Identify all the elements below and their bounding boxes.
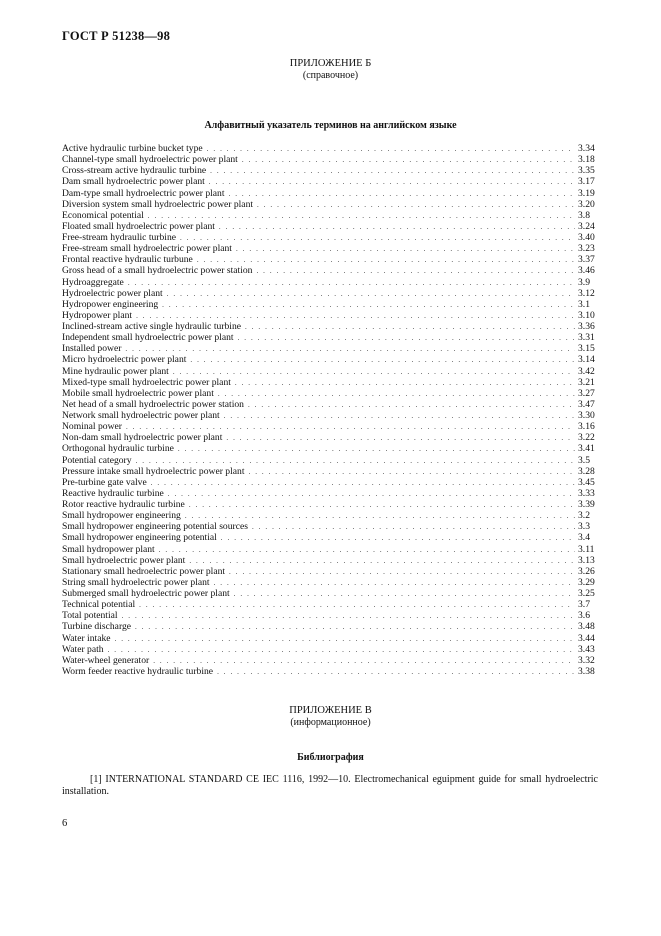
index-entry <box>62 644 598 655</box>
index-reference-number: 3.33 <box>578 487 595 499</box>
annex-v-status: (информационное) <box>290 717 371 728</box>
index-reference-number: 3.15 <box>578 343 595 355</box>
index-reference-number: 3.25 <box>578 588 595 599</box>
index-term: String small hydroelectric power plant <box>62 576 210 588</box>
index-entry <box>62 655 598 666</box>
index-entry <box>62 254 598 265</box>
index-term: Hydroelectric power plant <box>62 287 163 299</box>
bibliography-heading: Библиография <box>297 752 364 763</box>
dot-leader <box>248 400 575 411</box>
index-term: Mixed-type small hydroelectric power plant <box>62 376 231 388</box>
index-reference-number: 3.19 <box>578 187 595 199</box>
index-reference-number: 3.39 <box>578 499 595 510</box>
dot-leader <box>135 622 575 633</box>
dot-leader <box>218 389 575 400</box>
dot-leader <box>173 367 575 378</box>
dot-leader <box>229 567 575 578</box>
dot-leader <box>151 478 575 489</box>
dot-leader <box>197 255 575 266</box>
index-reference-number: 3.31 <box>578 332 595 344</box>
index-term: Independent small hydroelectric power plant <box>62 332 234 344</box>
index-term: Small hydropower engineering potential <box>62 532 217 544</box>
index-term: Potential category <box>62 454 132 466</box>
index-entry <box>62 544 598 555</box>
index-entry <box>62 154 598 165</box>
dot-leader <box>162 300 575 311</box>
dot-leader <box>238 333 575 344</box>
index-term: Net head of a small hydroelectric power station <box>62 398 244 410</box>
dot-leader <box>125 344 575 355</box>
index-entry <box>62 455 598 466</box>
index-term: Diversion system small hydroelectric power plant <box>62 198 254 210</box>
dot-leader <box>207 144 575 155</box>
dot-leader <box>189 500 575 511</box>
index-entry <box>62 477 598 488</box>
dot-leader <box>235 378 575 389</box>
index-term: Frontal reactive hydraulic turbune <box>62 254 193 266</box>
index-term: Nominal power <box>62 421 122 433</box>
index-reference-number: 3.29 <box>578 576 595 588</box>
index-term: Pressure intake small hydroelectric power plant <box>62 465 245 477</box>
index-term: Installed power <box>62 343 122 355</box>
dot-leader <box>242 155 575 166</box>
index-entry <box>62 443 598 454</box>
index-entry <box>62 421 598 432</box>
dot-leader <box>209 177 575 188</box>
index-term: Hydropower plant <box>62 309 133 321</box>
index-term: Submerged small hydroelectric power plant <box>62 588 230 599</box>
index-reference-number: 3.32 <box>578 654 595 666</box>
index-term: Turbine discharge <box>62 621 132 633</box>
dot-leader <box>139 600 575 611</box>
index-entry <box>62 399 598 410</box>
dot-leader <box>252 522 575 533</box>
index-entry <box>62 221 598 232</box>
index-term: Pre-turbine gate valve <box>62 476 147 488</box>
index-reference-number: 3.41 <box>578 443 595 455</box>
dot-leader <box>217 667 575 678</box>
index-reference-number: 3.17 <box>578 176 595 188</box>
annex-v-title-block <box>0 705 661 729</box>
index-reference-number: 3.37 <box>578 254 595 266</box>
index-entry <box>62 265 598 276</box>
index-entry <box>62 176 598 187</box>
index-reference-number: 3.7 <box>578 599 590 611</box>
index-reference-number: 3.3 <box>578 521 590 533</box>
index-term: Water intake <box>62 632 111 644</box>
document-code-header: ГОСТ Р 51238—98 <box>62 29 171 43</box>
dot-leader <box>159 545 575 556</box>
index-reference-number: 3.48 <box>578 621 595 633</box>
annex-b-status: (справочное) <box>302 70 359 81</box>
dot-leader <box>190 355 575 366</box>
dot-leader <box>257 200 575 211</box>
index-term: Active hydraulic turbine bucket type <box>62 143 203 154</box>
dot-leader <box>167 289 575 300</box>
index-entry <box>62 321 598 332</box>
index-reference-number: 3.9 <box>578 276 590 288</box>
index-entry <box>62 410 598 421</box>
index-term: Non-dam small hydroelectric power plant <box>62 432 223 444</box>
index-term: Mine hydraulic power plant <box>62 365 169 377</box>
index-term: Small hydropower engineering potential sources <box>62 521 248 533</box>
index-entry <box>62 354 598 365</box>
index-term: Economical potential <box>62 209 144 221</box>
index-entry <box>62 199 598 210</box>
index-entry <box>62 666 598 677</box>
index-reference-number: 3.36 <box>578 321 595 332</box>
index-reference-number: 3.21 <box>578 376 595 388</box>
dot-leader <box>229 189 575 200</box>
dot-leader <box>128 278 575 289</box>
index-reference-number: 3.24 <box>578 220 595 232</box>
index-reference-number: 3.28 <box>578 465 595 477</box>
index-term: Reactive hydraulic turbine <box>62 487 164 499</box>
index-reference-number: 3.30 <box>578 410 595 421</box>
index-term: Free-stream hydraulic turbine <box>62 232 177 243</box>
index-entry <box>62 432 598 443</box>
index-reference-number: 3.8 <box>578 209 590 221</box>
index-entry <box>62 488 598 499</box>
index-reference-number: 3.27 <box>578 387 595 399</box>
bibliography-reference: [1] INTERNATIONAL STANDARD CE IEC 1116, 1992—10. Electromechanical eguipment guide for small hydroelectric installation. <box>62 774 598 797</box>
index-reference-number: 3.14 <box>578 354 595 366</box>
dot-leader <box>226 433 575 444</box>
index-reference-number: 3.1 <box>578 298 590 310</box>
index-reference-number: 3.47 <box>578 398 595 410</box>
dot-leader <box>221 533 575 544</box>
dot-leader <box>245 322 575 333</box>
index-reference-number: 3.43 <box>578 643 595 655</box>
index-entry <box>62 188 598 199</box>
term-index-list <box>62 143 598 677</box>
dot-leader <box>180 233 575 244</box>
index-term: Hydropower engineering <box>62 298 159 310</box>
index-reference-number: 3.35 <box>578 165 595 177</box>
dot-leader <box>224 411 575 422</box>
index-term: Dam small hydroelectric power plant <box>62 176 205 188</box>
dot-leader <box>234 589 575 600</box>
index-term: Dam-type small hydroelectric power plant <box>62 187 225 199</box>
index-entry <box>62 521 598 532</box>
index-entry <box>62 466 598 477</box>
index-entry <box>62 310 598 321</box>
dot-leader <box>189 556 575 567</box>
index-term: Cross-stream active hydraulic turbine <box>62 165 207 177</box>
index-entry <box>62 343 598 354</box>
index-entry <box>62 510 598 521</box>
annex-b-title: ПРИЛОЖЕНИЕ Б <box>289 58 372 69</box>
index-term: Small hydroelectric power plant <box>62 554 186 566</box>
index-reference-number: 3.38 <box>578 665 595 677</box>
dot-leader <box>219 222 575 233</box>
index-reference-number: 3.40 <box>578 232 595 243</box>
index-term: Mobile small hydroelectric power plant <box>62 387 214 399</box>
index-entry <box>62 299 598 310</box>
dot-leader <box>153 656 575 667</box>
index-entry <box>62 288 598 299</box>
index-entry <box>62 377 598 388</box>
index-entry <box>62 532 598 543</box>
index-entry <box>62 621 598 632</box>
index-entry <box>62 566 598 577</box>
index-reference-number: 3.13 <box>578 554 595 566</box>
index-entry <box>62 633 598 644</box>
index-term: Hydroaggregate <box>62 276 124 288</box>
index-term: Network small hydroelectric power plant <box>62 410 220 421</box>
index-reference-number: 3.12 <box>578 287 595 299</box>
index-reference-number: 3.22 <box>578 432 595 444</box>
index-reference-number: 3.46 <box>578 265 595 277</box>
index-entry <box>62 332 598 343</box>
index-term: Total potential <box>62 610 118 622</box>
dot-leader <box>256 266 575 277</box>
index-entry <box>62 599 598 610</box>
index-entry <box>62 577 598 588</box>
dot-leader <box>122 611 575 622</box>
index-reference-number: 3.6 <box>578 610 590 622</box>
index-term: Stationary small hedroelectric power plant <box>62 565 226 577</box>
index-term: Technical potential <box>62 599 136 611</box>
index-term: Gross head of a small hydroelectric power station <box>62 265 253 277</box>
dot-leader <box>214 578 575 589</box>
dot-leader <box>115 634 575 645</box>
index-reference-number: 3.45 <box>578 476 595 488</box>
index-term: Water path <box>62 643 104 655</box>
index-reference-number: 3.44 <box>578 632 595 644</box>
index-reference-number: 3.4 <box>578 532 590 544</box>
english-index-heading: Алфавитный указатель терминов на английском языке <box>204 120 457 131</box>
dot-leader <box>210 166 575 177</box>
index-entry <box>62 210 598 221</box>
index-term: Water-wheel generator <box>62 654 150 666</box>
index-entry <box>62 366 598 377</box>
dot-leader <box>249 467 576 478</box>
index-term: Inclined-stream active single hydraulic turbine <box>62 321 242 332</box>
dot-leader <box>236 244 575 255</box>
dot-leader <box>168 489 575 500</box>
index-entry <box>62 499 598 510</box>
index-term: Free-stream small hydroelectric power plant <box>62 243 232 255</box>
index-reference-number: 3.16 <box>578 421 595 433</box>
index-term: Channel-type small hydroelectric power plant <box>62 154 238 166</box>
index-entry <box>62 232 598 243</box>
index-entry <box>62 588 598 599</box>
index-entry <box>62 388 598 399</box>
annex-b-title-block <box>0 58 661 82</box>
index-term: Small hydropower plant <box>62 543 155 555</box>
index-term: Orthogonal hydraulic turbine <box>62 443 174 455</box>
index-reference-number: 3.20 <box>578 198 595 210</box>
index-reference-number: 3.11 <box>578 543 595 555</box>
index-term: Micro hydroelectric power plant <box>62 354 187 366</box>
index-term: Worm feeder reactive hydraulic turbine <box>62 665 214 677</box>
dot-leader <box>178 444 575 455</box>
index-reference-number: 3.26 <box>578 565 595 577</box>
index-term: Small hydropower engineering <box>62 510 181 522</box>
index-entry <box>62 277 598 288</box>
index-entry <box>62 243 598 254</box>
index-entry <box>62 555 598 566</box>
index-entry <box>62 610 598 621</box>
index-term: Rotor reactive hydraulic turbine <box>62 499 185 510</box>
index-entry <box>62 143 598 154</box>
annex-v-title: ПРИЛОЖЕНИЕ В <box>289 705 372 716</box>
index-reference-number: 3.10 <box>578 309 595 321</box>
index-entry <box>62 165 598 176</box>
dot-leader <box>108 645 575 656</box>
index-reference-number: 3.42 <box>578 365 595 377</box>
index-reference-number: 3.2 <box>578 510 590 522</box>
index-reference-number: 3.34 <box>578 143 595 154</box>
index-term: Floated small hydroelectric power plant <box>62 220 215 232</box>
index-reference-number: 3.23 <box>578 243 595 255</box>
page-number: 6 <box>62 818 68 829</box>
index-reference-number: 3.5 <box>578 454 590 466</box>
index-reference-number: 3.18 <box>578 154 595 166</box>
